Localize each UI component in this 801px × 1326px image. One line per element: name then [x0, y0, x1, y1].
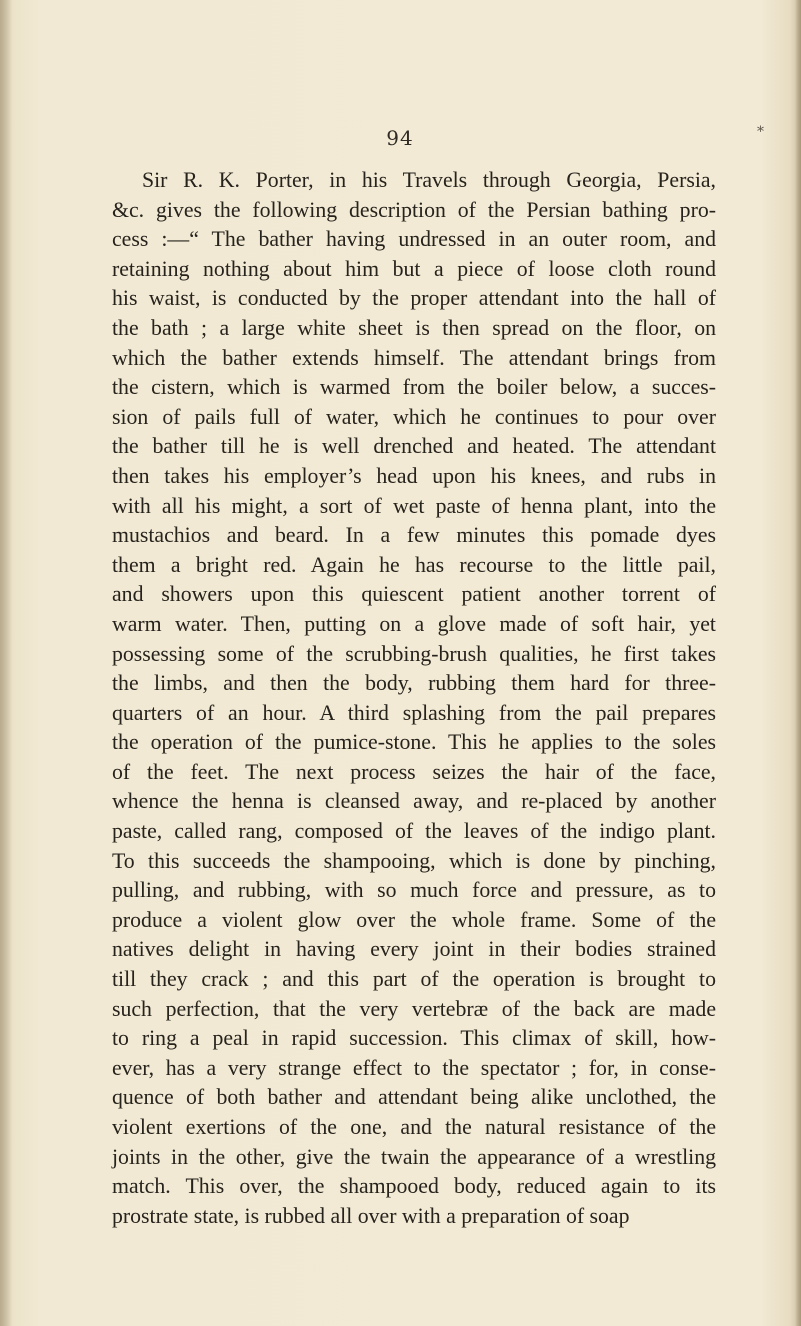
text-line: quence of both bather and attendant being alike unclothed, the	[112, 1085, 716, 1110]
text-line: ever, has a very strange effect to the spectator ; for, in conse-	[112, 1055, 716, 1080]
page-number: 94	[386, 126, 414, 150]
text-line: then takes his employer’s head upon his knees, and rubs in	[112, 463, 716, 488]
text-line: the bather till he is well drenched and heated. The attendant	[112, 434, 716, 459]
text-line: possessing some of the scrubbing-brush qualities, he first takes	[112, 641, 716, 666]
text-line: joints in the other, give the twain the appearance of a wrestling	[112, 1144, 716, 1169]
text-line: prostrate state, is rubbed all over with a preparation of soap	[112, 1203, 630, 1228]
text-line: mustachios and beard. In a few minutes this pomade dyes	[112, 523, 716, 548]
text-line: retaining nothing about him but a piece of loose cloth round	[112, 256, 716, 281]
text-line: to ring a peal in rapid succession. This climax of skill, how-	[112, 1026, 716, 1051]
text-line: such perfection, that the very vertebræ of the back are made	[112, 996, 716, 1021]
text-line: the cistern, which is warmed from the boiler below, a succes-	[112, 375, 716, 400]
text-line: warm water. Then, putting on a glove made of soft hair, yet	[112, 611, 716, 636]
text-line: sion of pails full of water, which he continues to pour over	[112, 404, 716, 429]
text-line: violent exertions of the one, and the natural resistance of the	[112, 1115, 716, 1139]
page-edge	[795, 0, 801, 1326]
text-line: till they crack ; and this part of the operation is brought to	[112, 967, 716, 992]
text-line: his waist, is conducted by the proper attendant into the hall of	[112, 286, 716, 311]
text-line: match. This over, the shampooed body, reduced again to its	[112, 1174, 716, 1199]
text-line: with all his might, a sort of wet paste of henna plant, into the	[112, 493, 716, 518]
body-text	[112, 166, 716, 1231]
text-line: the bath ; a large white sheet is then spread on the floor, on	[112, 315, 716, 340]
text-line: the limbs, and then the body, rubbing them hard for three-	[112, 671, 716, 696]
text-line: To this succeeds the shampooing, which is done by pinching,	[112, 848, 716, 873]
text-line: the operation of the pumice-stone. This he applies to the soles	[112, 730, 716, 755]
text-line: pulling, and rubbing, with so much force and pressure, as to	[112, 878, 716, 903]
text-line: produce a violent glow over the whole frame. Some of the	[112, 907, 716, 932]
spine-shadow	[0, 0, 12, 1326]
text-line: natives delight in having every joint in their bodies strained	[112, 937, 716, 962]
text-line: quarters of an hour. A third splashing from the pail prepares	[112, 700, 716, 725]
text-line: them a bright red. Again he has recourse to the little pail,	[112, 552, 716, 577]
text-line: Sir R. K. Porter, in his Travels through Georgia, Persia,	[142, 168, 716, 192]
text-line: of the feet. The next process seizes the hair of the face,	[112, 759, 716, 784]
corner-mark: *	[757, 124, 764, 140]
text-line: &c. gives the following description of the Persian bathing pro-	[112, 197, 716, 222]
text-line: whence the henna is cleansed away, and re-placed by another	[112, 789, 716, 814]
text-line: and showers upon this quiescent patient another torrent of	[112, 582, 716, 607]
text-line: cess :—“ The bather having undressed in an outer room, and	[112, 227, 716, 252]
text-line: paste, called rang, composed of the leaves of the indigo plant.	[112, 819, 716, 844]
text-line: which the bather extends himself. The attendant brings from	[112, 345, 716, 370]
